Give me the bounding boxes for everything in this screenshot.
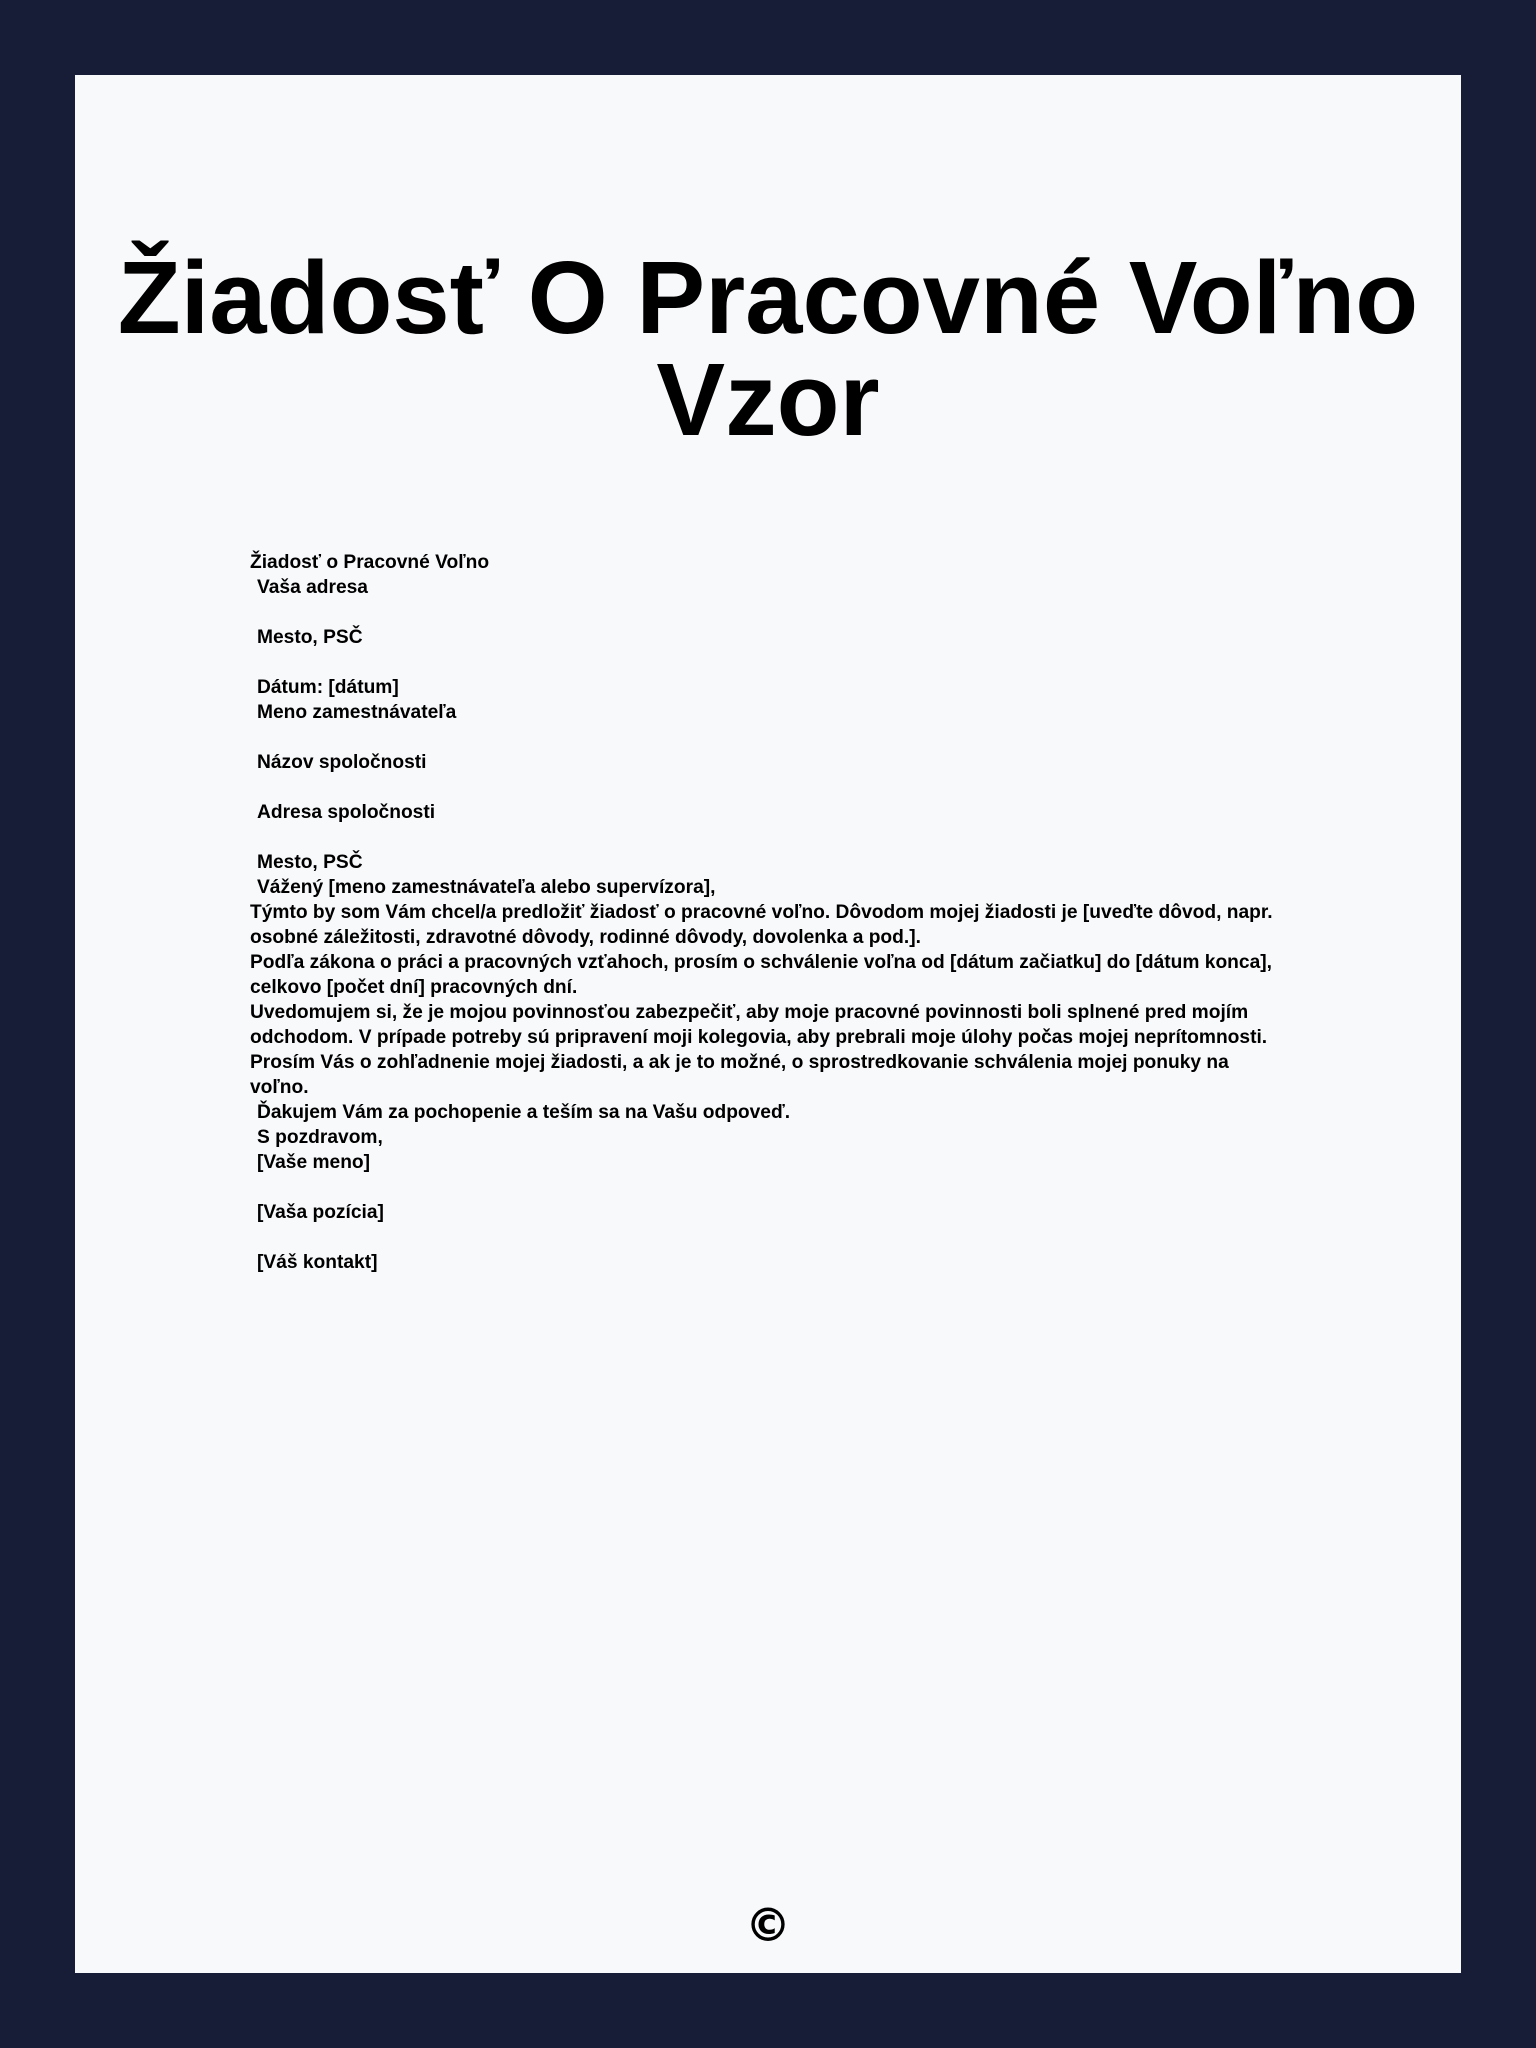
recipient-company-address: Adresa spoločnosti	[257, 802, 436, 823]
signature-position: [Vaša pozícia]	[257, 1202, 384, 1223]
paragraph-dates: Podľa zákona o práci a pracovných vzťahoch, prosím o schválenie voľna od [dátum začiatku] do [dátum konca], celkovo [počet dní] pracovných dní.	[250, 952, 1278, 998]
paragraph-request: Prosím Vás o zohľadnenie mojej žiadosti, a ak je to možné, o sprostredkovanie schválenia mojej ponuky na voľno.	[250, 1052, 1235, 1098]
document-title: Žiadosť O Pracovné Voľno Vzor	[117, 240, 1419, 457]
document-page	[75, 75, 1461, 1973]
recipient-company-name: Názov spoločnosti	[257, 752, 427, 773]
signature-contact: [Váš kontakt]	[257, 1252, 378, 1273]
paragraph-duties: Uvedomujem si, že je mojou povinnosťou zabezpečiť, aby moje pracovné povinnosti boli splnené pred mojím odchodom. V prípade potreby sú pripravení moji kolegovia, aby prebrali moje úlohy počas mojej neprítomnosti.	[250, 1002, 1268, 1048]
copyright-icon: ©	[745, 1898, 791, 1952]
letter-heading: Žiadosť o Pracovné Voľno	[250, 552, 490, 573]
signature-name: [Vaše meno]	[257, 1152, 371, 1173]
sender-city: Mesto, PSČ	[257, 627, 363, 648]
closing-line: S pozdravom,	[257, 1127, 383, 1148]
thanks-line: Ďakujem Vám za pochopenie a teším sa na Vašu odpoveď.	[257, 1102, 791, 1123]
recipient-city: Mesto, PSČ	[257, 852, 363, 873]
letter-body	[250, 550, 1290, 1275]
recipient-employer-name: Meno zamestnávateľa	[257, 702, 457, 723]
letter-date: Dátum: [dátum]	[257, 677, 399, 698]
salutation: Vážený [meno zamestnávateľa alebo supervízora],	[257, 877, 716, 898]
sender-address: Vaša adresa	[257, 577, 368, 598]
paragraph-reason: Týmto by som Vám chcel/a predložiť žiadosť o pracovné voľno. Dôvodom mojej žiadosti je [uveďte dôvod, napr. osobné záležitosti, zdravotné dôvody, rodinné dôvody, dovolenka a pod.].	[250, 902, 1278, 948]
